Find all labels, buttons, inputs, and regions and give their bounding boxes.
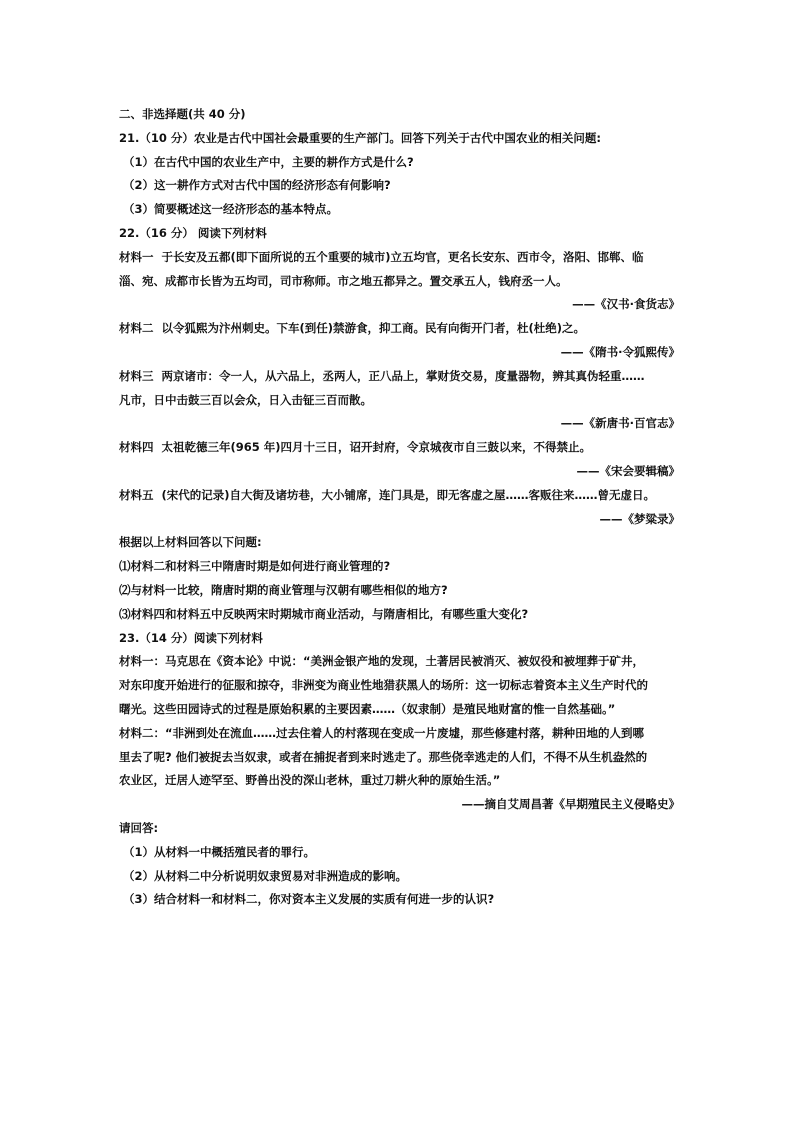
- q21-sub-2: （2）这一耕作方式对古代中国的经济形态有何影响?: [123, 178, 391, 193]
- q22-sub-2: ⑵与材料一比较，隋唐时期的商业管理与汉朝有哪些相似的地方?: [119, 582, 448, 597]
- q22-prompt: 根据以上材料回答以下问题:: [119, 535, 262, 550]
- q22-material-3-cont: 凡市，日中击鼓三百以会众，日入击钲三百而散。: [119, 392, 372, 407]
- q23-material-2-source: ——摘自艾周昌著《早期殖民主义侵略史》: [461, 797, 680, 812]
- q23-sub-3: （3）结合材料一和材料二，你对资本主义发展的实质有何进一步的认识?: [123, 892, 495, 907]
- q21-sub-3: （3）简要概述这一经济形态的基本特点。: [123, 202, 338, 217]
- q22-material-5-source: ——《梦粱录》: [599, 511, 680, 526]
- material-label: 材料三: [119, 368, 154, 383]
- q21-stem: 21.（10 分）农业是古代中国社会最重要的生产部门。回答下列关于古代中国农业的相关问题:: [119, 130, 601, 145]
- q22-sub-3: ⑶材料四和材料五中反映两宋时期城市商业活动，与隋唐相比，有哪些重大变化?: [119, 606, 529, 621]
- q22-material-4-source: ——《宋会要辑稿》: [576, 463, 680, 478]
- q22-material-5: [119, 484, 680, 508]
- q23-stem: 23.（14 分）阅读下列材料: [119, 630, 263, 645]
- section-title: 二、非选择题(共 40 分): [119, 107, 246, 121]
- q22-material-1-source: ——《汉书·食货志》: [572, 297, 680, 312]
- q21-sub-1: （1）在古代中国的农业生产中，主要的耕作方式是什么?: [123, 154, 414, 169]
- q23-material-1-cont: 对东印度开始进行的征服和掠夺，非洲变为商业性地猎获黑人的场所：这一切标志着资本主义生产时代的: [119, 678, 648, 693]
- q23-material-2: 材料二：“非洲到处在流血……过去住着人的村落现在变成一片废墟，那些修建村落，耕种田地的人到哪: [119, 725, 645, 740]
- q23-material-1: 材料一：马克思在《资本论》中说：“美洲金银产地的发现，土著居民被消灭、被奴役和被埋葬于矿井，: [119, 654, 645, 669]
- material-label: 材料五: [119, 487, 154, 502]
- q23-sub-2: （2）从材料二中分析说明奴隶贸易对非洲造成的影响。: [123, 868, 407, 883]
- q22-material-3-source: ——《新唐书·百官志》: [560, 416, 680, 431]
- q22-sub-1: ⑴材料二和材料三中隋唐时期是如何进行商业管理的?: [119, 559, 391, 574]
- q23-material-2-cont-2: 农业区，迁居人迹罕至、野兽出没的深山老林，重过刀耕火种的原始生活。”: [119, 773, 501, 788]
- q22-material-1-cont: 淄、宛、成都市长皆为五均司，司市称师。市之地五都异之。置交承五人，钱府丞一人。: [119, 273, 568, 288]
- material-text: 太祖乾德三年(965 年)四月十三日，诏开封府，令京城夜市自三鼓以来，不得禁止。: [161, 440, 592, 455]
- q22-material-1: [119, 246, 680, 270]
- material-text: 于长安及五都(即下面所说的五个重要的城市)立五均官，更名长安东、西市令，洛阳、邯郸、临: [161, 249, 644, 264]
- q22-material-2-source: ——《隋书·令狐熙传》: [560, 344, 680, 359]
- q23-material-1-cont-2: 曙光。这些田园诗式的过程是原始积累的主要因素……（奴隶制）是殖民地财富的惟一自然基础。”: [119, 701, 616, 716]
- material-label: 材料四: [119, 440, 154, 455]
- q22-material-3: [119, 365, 680, 389]
- material-label: 材料一: [119, 249, 154, 264]
- q23-sub-1: （1）从材料一中概括殖民者的罪行。: [123, 844, 315, 859]
- material-text: 以令狐熙为汴州刺史。下车(到任)禁游食，抑工商。民有向街开门者，杜(杜绝)之。: [161, 321, 586, 336]
- q23-material-2-cont: 里去了呢? 他们被捉去当奴隶，或者在捕捉者到来时逃走了。那些侥幸逃走的人们，不得不从生机盎然的: [119, 749, 648, 764]
- material-label: 材料二: [119, 321, 154, 336]
- q22-material-4: [119, 436, 680, 460]
- exam-content: [119, 103, 680, 912]
- q22-stem: 22.（16 分） 阅读下列材料: [119, 225, 267, 240]
- q22-material-2: [119, 317, 680, 341]
- material-text: (宋代的记录)自大街及诸坊巷，大小铺席，连门具是，即无客虚之屋……客贩往来……曾无虚日。: [161, 487, 656, 502]
- material-text: 两京诸市：令一人，从六品上，丞两人，正八品上，掌财货交易，度量器物，辨其真伪轻重……: [161, 368, 645, 383]
- q23-prompt: 请回答:: [119, 820, 159, 835]
